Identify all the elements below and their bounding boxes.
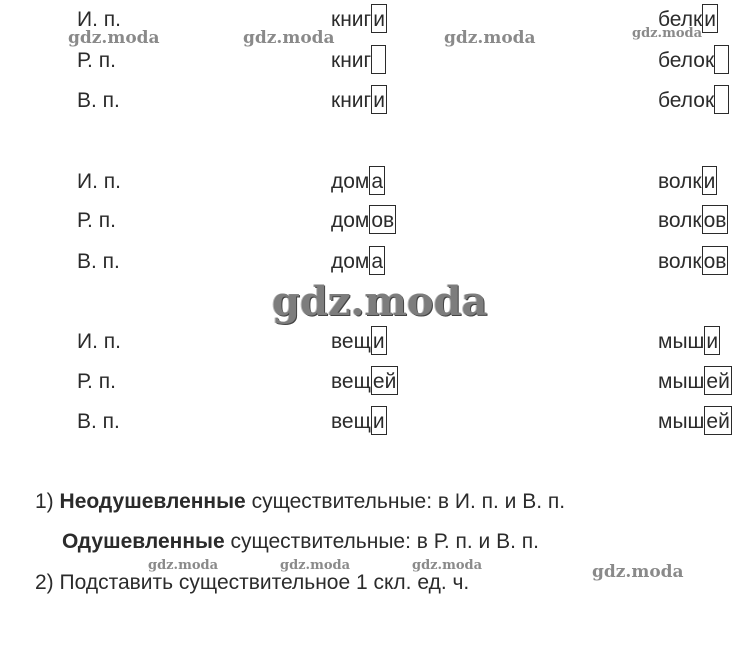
word-belka-acc: белок (658, 89, 729, 114)
word-mysh-gen: мышей (658, 370, 732, 395)
answer-1-rest: существительные: в И. п. и В. п. (245, 490, 566, 513)
watermark-logo: gdz.moda (412, 558, 483, 573)
word-dom-acc: дома (331, 250, 385, 275)
word-mysh-acc: мышей (658, 410, 732, 435)
watermark-logo: gdz.moda (148, 558, 219, 573)
case-label: В. п. (77, 89, 120, 112)
ending-box: а (369, 246, 385, 275)
ending-box: и (702, 4, 718, 33)
ending-box: ей (704, 406, 731, 435)
word-dom-nom: дома (331, 170, 385, 195)
word-volk-nom: волки (658, 170, 717, 195)
ending-box (714, 85, 729, 114)
answer-1-bold: Неодушевленные (59, 490, 246, 513)
case-label: Р. п. (77, 209, 116, 232)
case-label: В. п. (77, 250, 120, 273)
case-label: Р. п. (77, 49, 116, 72)
ending-box: и (371, 4, 387, 33)
watermark-logo-large: gdz.moda (272, 278, 488, 325)
word-volk-gen: волков (658, 209, 728, 234)
watermark-logo: gdz.moda (444, 28, 536, 48)
answer-1b (62, 530, 539, 554)
ending-box: а (369, 166, 385, 195)
case-label: И. п. (77, 330, 121, 353)
watermark-logo: gdz.moda (68, 28, 160, 48)
answer-1 (35, 490, 565, 514)
word-dom-gen: домов (331, 209, 396, 234)
ending-box: ов (702, 246, 729, 275)
watermark-logo: gdz.moda (280, 558, 351, 573)
watermark-logo: gdz.moda (243, 28, 335, 48)
ending-box: и (371, 326, 387, 355)
word-veshch-gen: вещей (331, 370, 398, 395)
answer-1-number: 1) (35, 490, 54, 513)
word-belka-nom: белки (658, 8, 718, 33)
ending-box: и (371, 406, 387, 435)
answer-1b-rest: существительные: в Р. п. и В. п. (224, 530, 539, 553)
word-kniga-gen: книг (331, 49, 386, 74)
word-belka-gen: белок (658, 49, 729, 74)
word-kniga-acc: книги (331, 89, 387, 114)
ending-box: ов (702, 205, 729, 234)
ending-box: и (371, 85, 387, 114)
case-label: В. п. (77, 410, 120, 433)
word-veshch-acc: вещи (331, 410, 387, 435)
case-label: И. п. (77, 170, 121, 193)
word-veshch-nom: вещи (331, 330, 387, 355)
case-label: И. п. (77, 8, 121, 31)
answer-2: 2) Подставить существительное 1 скл. ед. ч. (35, 571, 470, 594)
watermark-logo: gdz.moda (592, 562, 684, 582)
ending-box: ов (369, 205, 396, 234)
word-mysh-nom: мыши (658, 330, 720, 355)
ending-box: и (702, 166, 718, 195)
ending-box (714, 45, 729, 74)
word-volk-acc: волков (658, 250, 728, 275)
ending-box (371, 45, 386, 74)
watermark-logo: gdz.moda (632, 26, 703, 41)
word-kniga-nom: книги (331, 8, 387, 33)
ending-box: ей (704, 366, 731, 395)
case-label: Р. п. (77, 370, 116, 393)
answer-1b-bold: Одушевленные (62, 530, 225, 553)
ending-box: и (704, 326, 720, 355)
ending-box: ей (371, 366, 398, 395)
